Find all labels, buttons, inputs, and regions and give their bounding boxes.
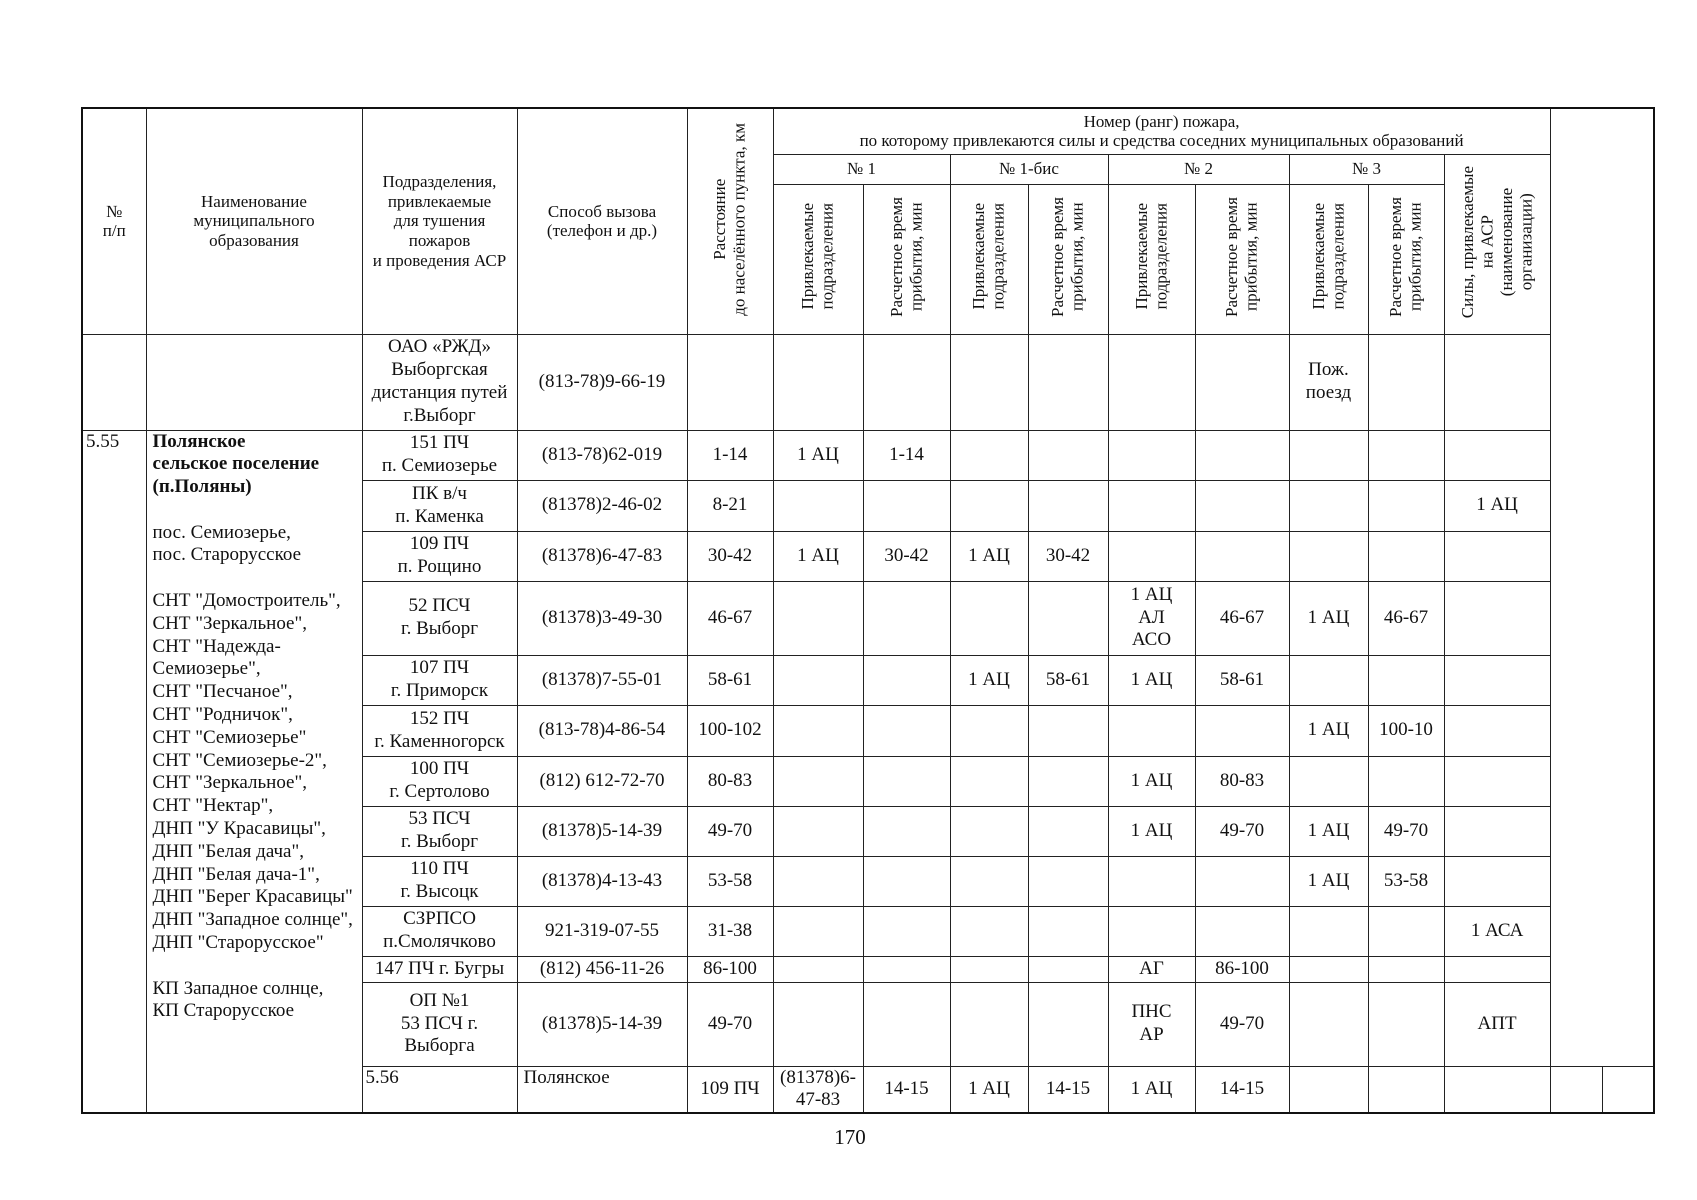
r1-units-cell [773,655,863,705]
r1bis-units-cell [950,334,1028,430]
r1-time-cell [863,806,950,856]
unit-cell: 53 ПСЧ г. Выборг [362,806,517,856]
header-rank-2: № 2 [1108,154,1289,184]
forces-cell [1444,856,1550,906]
phone-cell: (81378)5-14-39 [517,982,687,1066]
distance-cell: 86-100 [687,956,773,982]
r1bis-time-cell [1028,856,1108,906]
r1bis-time-cell: 30-42 [1028,531,1108,581]
r3-time-cell [1368,956,1444,982]
row-municipality [146,334,362,430]
r2-units-cell: 1 АЦ [1108,655,1195,705]
r3-time-cell [1368,906,1444,956]
forces-cell [1602,1066,1654,1113]
r1bis-units-cell: 1 АЦ [950,655,1028,705]
page-number: 170 [834,1125,866,1149]
r3-time-cell [1368,531,1444,581]
r3-units-cell [1289,956,1368,982]
unit-cell: 152 ПЧ г. Каменногорск [362,705,517,756]
r1-units-cell [773,581,863,655]
r2-time-cell [1195,430,1289,480]
r2-units-cell [1108,705,1195,756]
r1bis-units-cell: 1 АЦ [1108,1066,1195,1113]
unit-cell: 107 ПЧ г. Приморск [362,655,517,705]
unit-cell: ОАО «РЖД» Выборгская дистанция путей г.Выборг [362,334,517,430]
r2-units-cell: 1 АЦ АЛ АСО [1108,581,1195,655]
r1-units-cell [773,334,863,430]
forces-cell [1444,334,1550,430]
r1bis-time-cell: 14-15 [1195,1066,1289,1113]
r2-units-cell: 1 АЦ [1108,756,1195,806]
r2-units-cell [1108,334,1195,430]
phone-cell: (81378)6-47-83 [773,1066,863,1113]
forces-cell: АПТ [1444,982,1550,1066]
r1bis-time-cell [1028,430,1108,480]
r1bis-time-cell [1028,756,1108,806]
r1-units-cell: 1 АЦ [773,430,863,480]
distance-cell: 14-15 [863,1066,950,1113]
unit-cell: 110 ПЧ г. Высоцк [362,856,517,906]
r1-time-cell [863,756,950,806]
r1bis-units-cell [950,906,1028,956]
r2-time-cell [1195,856,1289,906]
phone-cell: (81378)7-55-01 [517,655,687,705]
forces-cell: 1 АЦ [1444,480,1550,531]
r2-units-cell [1108,906,1195,956]
r1-units-cell [773,906,863,956]
header-distance-text: Расстояние до населённого пункта, км [710,122,749,316]
phone-cell: (812) 612-72-70 [517,756,687,806]
r1-units-cell [773,982,863,1066]
r2-units-cell [1108,531,1195,581]
distance-cell [687,334,773,430]
phone-cell: (81378)2-46-02 [517,480,687,531]
r1-units-cell [773,956,863,982]
forces-cell [1444,956,1550,982]
r3-time-cell [1368,430,1444,480]
header-rank-1: № 1 [773,154,950,184]
r3-time-cell: 100-10 [1368,705,1444,756]
fire-forces-table [81,107,1655,1114]
r1bis-time-cell: 58-61 [1028,655,1108,705]
r1-units-cell: 1 АЦ [773,531,863,581]
r1-time-cell: 1-14 [863,430,950,480]
municipality-name: Полянское сельское поселение (п.Поляны) [152,430,320,498]
table-row [82,334,1654,430]
distance-cell: 100-102 [687,705,773,756]
r1-time-cell: 30-42 [863,531,950,581]
r2-time-cell [1195,480,1289,531]
phone-cell: (81378)6-47-83 [517,531,687,581]
r2-time-cell: 58-61 [1195,655,1289,705]
r2-units-cell: 1 АЦ [1108,806,1195,856]
r3-units-cell [1289,982,1368,1066]
r1bis-time-cell [1028,956,1108,982]
r3-time-cell: 46-67 [1368,581,1444,655]
row-number [82,334,146,430]
r2-units-cell [1108,480,1195,531]
r1-time-cell [863,982,950,1066]
r3-time-cell [1368,334,1444,430]
r1bis-units-cell [950,856,1028,906]
distance-cell: 80-83 [687,756,773,806]
entry-number: 5.56 [362,1066,517,1113]
r3-units-cell [1289,531,1368,581]
r1-units-cell [773,806,863,856]
r1-time-cell [863,655,950,705]
forces-cell: 1 АСА [1444,906,1550,956]
header-distance [687,108,773,334]
r3-units-cell [1289,756,1368,806]
r3-units-cell: Пож. поезд [1289,334,1368,430]
r2-time-cell: 49-70 [1195,982,1289,1066]
phone-cell: (81378)3-49-30 [517,581,687,655]
r3-units-cell: 1 АЦ [1289,581,1368,655]
forces-cell [1444,705,1550,756]
r1bis-units-cell [950,430,1028,480]
r3-time-cell: 53-58 [1368,856,1444,906]
r1-units-cell [773,705,863,756]
r1bis-units-cell [950,806,1028,856]
r3-time-cell [1368,480,1444,531]
r2-units-cell: ПНС АР [1108,982,1195,1066]
r3-units-cell: 1 АЦ [1289,705,1368,756]
r1-time-cell [863,705,950,756]
r3-units-cell [1289,906,1368,956]
r1-units-cell [773,480,863,531]
unit-cell: 109 ПЧ п. Рощино [362,531,517,581]
municipality-cell [146,430,362,1113]
r1bis-time-cell [1028,334,1108,430]
r2-time-cell: 86-100 [1195,956,1289,982]
header-rank-3: № 3 [1289,154,1444,184]
r2-time-cell [1195,906,1289,956]
header-r1-time: Расчетное время прибытия, мин [863,184,950,334]
r1bis-units-cell: 1 АЦ [950,531,1028,581]
r1bis-time-cell [1028,705,1108,756]
r2-units-cell [1108,856,1195,906]
distance-cell: 1-14 [687,430,773,480]
header-r1bis-units: Привлекаемые подразделения [950,184,1028,334]
r1bis-units-cell [950,756,1028,806]
r2-time-cell [1195,334,1289,430]
r1bis-units-cell [950,956,1028,982]
phone-cell: (81378)4-13-43 [517,856,687,906]
r1bis-time-cell [1028,480,1108,531]
r1-time-cell: 14-15 [1028,1066,1108,1113]
phone-cell: 921-319-07-55 [517,906,687,956]
r1-units-cell [773,756,863,806]
forces-cell [1444,655,1550,705]
header-r3-time: Расчетное время прибытия, мин [1368,184,1444,334]
r1bis-units-cell [950,480,1028,531]
distance-cell: 46-67 [687,581,773,655]
r3-units-cell [1289,480,1368,531]
unit-cell: 100 ПЧ г. Сертолово [362,756,517,806]
table-row [82,430,1654,480]
r1-time-cell [863,956,950,982]
unit-cell: 109 ПЧ [687,1066,773,1113]
r2-time-cell: 46-67 [1195,581,1289,655]
unit-cell: 52 ПСЧ г. Выборг [362,581,517,655]
unit-cell: 147 ПЧ г. Бугры [362,956,517,982]
distance-cell: 49-70 [687,982,773,1066]
r3-units-cell [1444,1066,1550,1113]
distance-cell: 49-70 [687,806,773,856]
municipality-name: Полянское [517,1066,687,1113]
r3-units-cell [1289,655,1368,705]
forces-cell [1444,531,1550,581]
unit-cell: 151 ПЧ п. Семиозерье [362,430,517,480]
entry-number: 5.55 [82,430,146,1113]
header-rank-1bis: № 1-бис [950,154,1108,184]
unit-cell: ПК в/ч п. Каменка [362,480,517,531]
forces-cell [1444,806,1550,856]
phone-cell: (812) 456-11-26 [517,956,687,982]
forces-cell [1444,756,1550,806]
r3-time-cell [1550,1066,1602,1113]
r1bis-time-cell [1028,806,1108,856]
header-rank-title: Номер (ранг) пожара, по которому привлекаются силы и средства соседних муниципальных образований [773,108,1550,154]
phone-cell: (813-78)62-019 [517,430,687,480]
r1bis-units-cell [950,581,1028,655]
r1-time-cell [863,906,950,956]
settlements-list: пос. Семиозерье, пос. Старорусское СНТ "Домостроитель", СНТ "Зеркальное", СНТ "Надежда- Семиозерье", СНТ "Песчаное", СНТ "Родничок", СНТ "Семиозерье" СНТ "Семиозерье-2", СНТ "Зеркальное", СНТ "Нектар", ДНП "У Красавицы", ДНП "Белая дача", ДНП "Белая дача-1", ДНП "Берег Красавицы" ДНП "Западное солнце", ДНП "Старорусское" КП Западное солнце, КП Старорусское [152,521,353,1022]
r3-time-cell [1368,756,1444,806]
unit-cell: СЗРПСО п.Смолячково [362,906,517,956]
r1-units-cell: 1 АЦ [950,1066,1028,1113]
r1-time-cell [863,480,950,531]
header-r1bis-time: Расчетное время прибытия, мин [1028,184,1108,334]
r2-time-cell: 49-70 [1195,806,1289,856]
r2-units-cell: АГ [1108,956,1195,982]
phone-cell: (813-78)4-86-54 [517,705,687,756]
distance-cell: 53-58 [687,856,773,906]
header-r2-time: Расчетное время прибытия, мин [1195,184,1289,334]
header-units: Подразделения, привлекаемые для тушения пожаров и проведения АСР [362,108,517,334]
forces-cell [1444,430,1550,480]
r2-time-cell [1195,705,1289,756]
r1-time-cell [863,856,950,906]
r3-units-cell [1289,430,1368,480]
r2-units-cell [1108,430,1195,480]
r1-time-cell [863,581,950,655]
r1-time-cell [863,334,950,430]
r3-units-cell: 1 АЦ [1289,806,1368,856]
r1bis-time-cell [1028,581,1108,655]
r1bis-time-cell [1028,906,1108,956]
r2-time-cell [1368,1066,1444,1113]
header-r3-units: Привлекаемые подразделения [1289,184,1368,334]
unit-cell: ОП №1 53 ПСЧ г. Выборга [362,982,517,1066]
r3-time-cell [1368,982,1444,1066]
distance-cell: 8-21 [687,480,773,531]
distance-cell: 31-38 [687,906,773,956]
header-forces [1444,154,1550,334]
r1bis-time-cell [1028,982,1108,1066]
distance-cell: 30-42 [687,531,773,581]
header-number: № п/п [82,108,146,334]
header-forces-text: Силы, привлекаемые на АСР (наименование организации) [1457,165,1536,318]
header-r2-units: Привлекаемые подразделения [1108,184,1195,334]
forces-cell [1444,581,1550,655]
r1bis-units-cell [950,982,1028,1066]
phone-cell: (81378)5-14-39 [517,806,687,856]
r2-units-cell [1289,1066,1368,1113]
r3-time-cell: 49-70 [1368,806,1444,856]
r2-time-cell: 80-83 [1195,756,1289,806]
header-r1-units: Привлекаемые подразделения [773,184,863,334]
header-municipality: Наименование муниципального образования [146,108,362,334]
distance-cell: 58-61 [687,655,773,705]
r3-time-cell [1368,655,1444,705]
r1-units-cell [773,856,863,906]
r1bis-units-cell [950,705,1028,756]
r3-units-cell: 1 АЦ [1289,856,1368,906]
phone-cell: (813-78)9-66-19 [517,334,687,430]
r2-time-cell [1195,531,1289,581]
header-call-method: Способ вызова (телефон и др.) [517,108,687,334]
